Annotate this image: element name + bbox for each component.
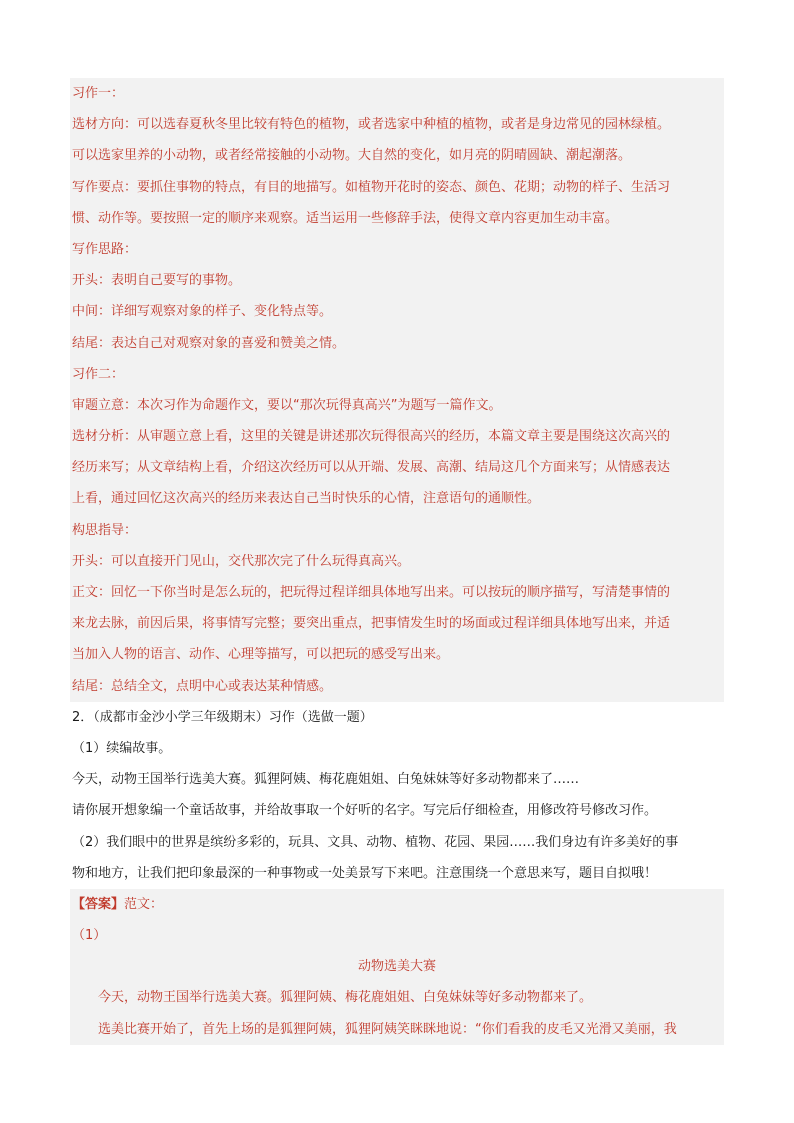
text-line: 审题立意：本次习作为命题作文，要以“那次玩得真高兴”为题写一篇作文。: [72, 397, 502, 413]
question-line: （2）我们眼中的世界是缤纷多彩的，玩具、文具、动物、植物、花园、果园……我们身边有许多美好的事: [72, 834, 679, 850]
text-line: 经历来写；从文章结构上看，介绍这次经历可以从开端、发展、高潮、结局这几个方面来写；从情感表达: [72, 460, 671, 476]
question-header: 2．（成都市金沙小学三年级期末）习作（选做一题）: [72, 709, 373, 725]
section-heading-essay-2: 习作二：: [72, 366, 125, 382]
text-line: 正文：回忆一下你当时是怎么玩的，把玩得过程详细具体地写出来。可以按玩的顺序描写，写清楚事情的: [72, 585, 671, 600]
text-line: 结尾：表达自己对观察对象的喜爱和赞美之情。: [72, 335, 346, 351]
answer-tag: 【答案】: [72, 896, 125, 912]
text-line: 选材方向：可以选春夏秋冬里比较有特色的植物，或者选家中种植的植物，或者是身边常见的园林绿植。: [72, 117, 671, 133]
text-line: 选材分析：从审题立意上看，这里的关键是讲述那次玩得很高兴的经历，本篇文章主要是围绕这次高兴的: [72, 429, 671, 445]
question-block: [70, 702, 724, 889]
text-line: 当加入人物的语言、动作、心理等描写，可以把玩的感受写出来。: [72, 647, 450, 663]
solution-guidance-block: [70, 78, 724, 702]
question-line: 物和地方，让我们把印象最深的一种事物或一处美景写下来吧。注意围绕一个意思来写，题目自拟哦！: [72, 865, 658, 881]
text-line: 上看，通过回忆这次高兴的经历来表达自己当时快乐的心情，注意语句的通顺性。: [72, 491, 541, 507]
answer-label: 范文：: [124, 896, 164, 912]
essay-paragraph: 选美比赛开始了，首先上场的是狐狸阿姨，狐狸阿姨笑眯眯地说：“你们看我的皮毛又光滑又美丽，我: [98, 1021, 677, 1037]
answer-label-line: [70, 889, 724, 920]
text-line: 写作要点：要抓住事物的特点，有目的地描写。如植物开花时的姿态、颜色、花期；动物的样子、生活习: [72, 179, 671, 195]
question-line: 请你展开想象编一个童话故事，并给故事取一个好听的名字。写完后仔细检查，用修改符号修改习作。: [72, 803, 658, 819]
text-line: 来龙去脉，前因后果，将事情写完整；要突出重点，把事情发生时的场面或过程详细具体地写出来，并适: [72, 616, 671, 632]
answer-part-label: （1）: [72, 928, 107, 944]
section-heading-essay-1: 习作一：: [72, 86, 125, 101]
essay-title: 动物选美大赛: [357, 959, 436, 975]
question-line: 今天，动物王国举行选美大赛。狐狸阿姨、梅花鹿姐姐、白兔妹妹等好多动物都来了……: [72, 772, 580, 788]
question-line: （1）续编故事。: [72, 740, 172, 756]
text-line: 开头：可以直接开门见山，交代那次完了什么玩得真高兴。: [72, 553, 411, 569]
text-line: 中间：详细写观察对象的样子、变化特点等。: [72, 304, 333, 320]
text-line: 开头：表明自己要写的事物。: [72, 273, 242, 289]
text-line: 结尾：总结全文，点明中心或表达某种情感。: [72, 678, 333, 694]
essay-paragraph: 今天，动物王国举行选美大赛。狐狸阿姨、梅花鹿姐姐、白兔妹妹等好多动物都来了。: [98, 990, 593, 1006]
document-page: [70, 78, 724, 1045]
text-line: 惯、动作等。要按照一定的顺序来观察。适当运用一些修辞手法，使得文章内容更加生动丰富。: [72, 210, 619, 226]
text-line: 构思指导：: [72, 522, 138, 538]
text-line: 可以选家里养的小动物，或者经常接触的小动物。大自然的变化，如月亮的阴晴圆缺、潮起潮落。: [72, 148, 632, 164]
text-line: 写作思路：: [72, 241, 138, 257]
answer-block: [70, 889, 724, 1045]
